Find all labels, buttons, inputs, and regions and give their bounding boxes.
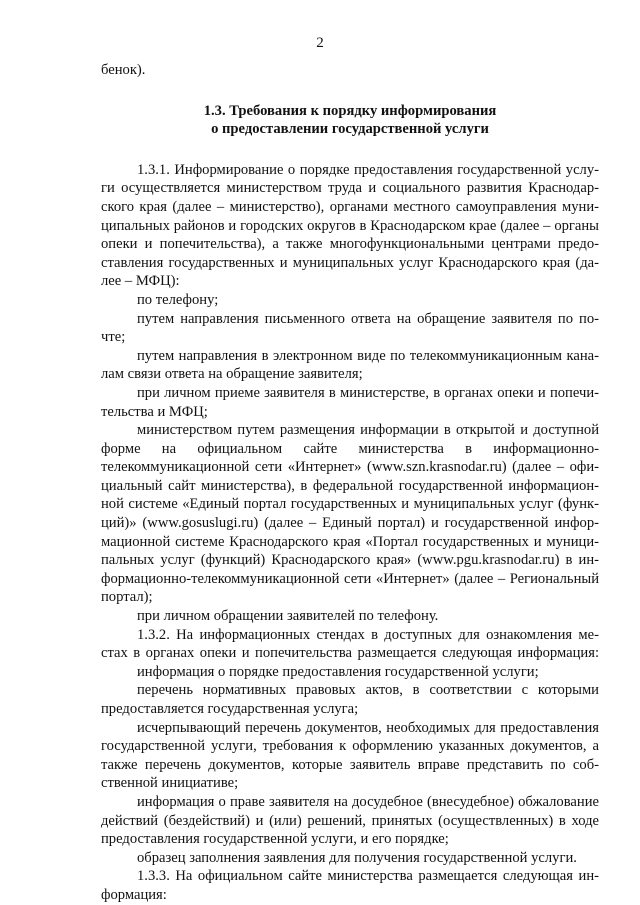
text-line: формационно-телекоммуникационной сети «Интернет» (далее – Региональный [101,570,599,587]
text-line: мационной системе Краснодарского края «Портал государственных и муници- [101,533,599,550]
text-line: пальных услуг (функций) Краснодарского края» (www.pgu.krasnodar.ru) в ин- [101,552,599,569]
text-line: чте; [101,329,126,346]
text-line: также перечень документов, которые заявитель вправе представить по соб- [101,756,599,773]
text-line: ной системе «Единый портал государственных и муниципальных услуг (функ- [101,496,599,513]
text-line: перечень нормативных правовых актов, в соответствии с которыми [137,682,599,699]
text-line: стах в органах опеки и попечительства размещается следующая информация: [101,645,599,662]
text-line: предоставляется государственная услуга; [101,701,359,717]
text-line: по телефону; [137,291,219,308]
section-heading-line-2: о предоставлении государственной услуги [211,121,489,138]
text-line: путем направления письменного ответа на обращение заявителя по по- [137,310,599,327]
document-body [101,61,599,905]
text-line: путем направления в электронном виде по телекоммуникационным кана- [137,347,599,364]
text-line: 1.3.3. На официальном сайте министерства размещается следующая ин- [137,868,599,885]
text-line: 1.3.2. На информационных стендах в доступных для ознакомления ме- [137,626,599,643]
text-line: ций)» (www.gosuslugi.ru) (далее – Единый портал) и государственной инфор- [101,515,599,532]
text-line: ципальных районов и городских округов в Краснодарском крае (далее – органы [101,217,599,234]
text-line: ского края (далее – министерство), органами местного самоуправления муни- [101,198,599,215]
text-line: лее – МФЦ): [101,273,180,290]
text-line: министерством путем размещения информации в открытой и доступной [137,422,599,439]
text-line: информация о праве заявителя на досудебное (внесудебное) обжалование [137,793,599,810]
text-line: ги осуществляется министерством труда и социального развития Краснодар- [101,180,599,197]
page-number: 2 [316,35,324,51]
text-line: исчерпывающий перечень документов, необходимых для предоставления [137,719,599,736]
text-line: действий (бездействий) и (или) решений, принятых (осуществленных) в ходе [101,812,599,829]
text-line: информация о порядке предоставления государственной услуги; [137,663,539,680]
text-line: при личном приеме заявителя в министерстве, в органах опеки и попечи- [137,384,599,401]
text-line: форме на официальном сайте министерства в информационно- [101,440,599,457]
text-line: ставления государственных и муниципальных услуг Краснодарского края (да- [101,254,599,271]
text-line: 1.3.1. Информирование о порядке предоставления государственной услу- [137,161,599,178]
body-lines [101,161,599,905]
text-line: государственной услуги, требования к оформлению указанных документов, а [101,738,599,755]
text-line: формация: [101,886,167,903]
text-line: ственной инициативе; [101,775,239,792]
section-heading-line-1: 1.3. Требования к порядку информирования [203,102,497,119]
text-line: портал); [101,589,153,606]
text-line: телекоммуникационной сети «Интернет» (www.szn.krasnodar.ru) (далее – офи- [101,459,599,476]
text-line: образец заполнения заявления для получения государственной услуги. [137,849,577,866]
text-line: лам связи ответа на обращение заявителя; [101,366,363,383]
carry-over-line: бенок). [101,62,146,78]
text-line: тельства и МФЦ; [101,403,208,420]
text-line: предоставления государственной услуги, и его порядке; [101,831,449,848]
text-line: циальный сайт министерства), в федеральной государственной информацион- [101,477,599,494]
text-line: при личном обращении заявителей по телефону. [137,608,439,625]
text-line: опеки и попечительства), а также многофункциональными центрами предо- [101,236,599,253]
